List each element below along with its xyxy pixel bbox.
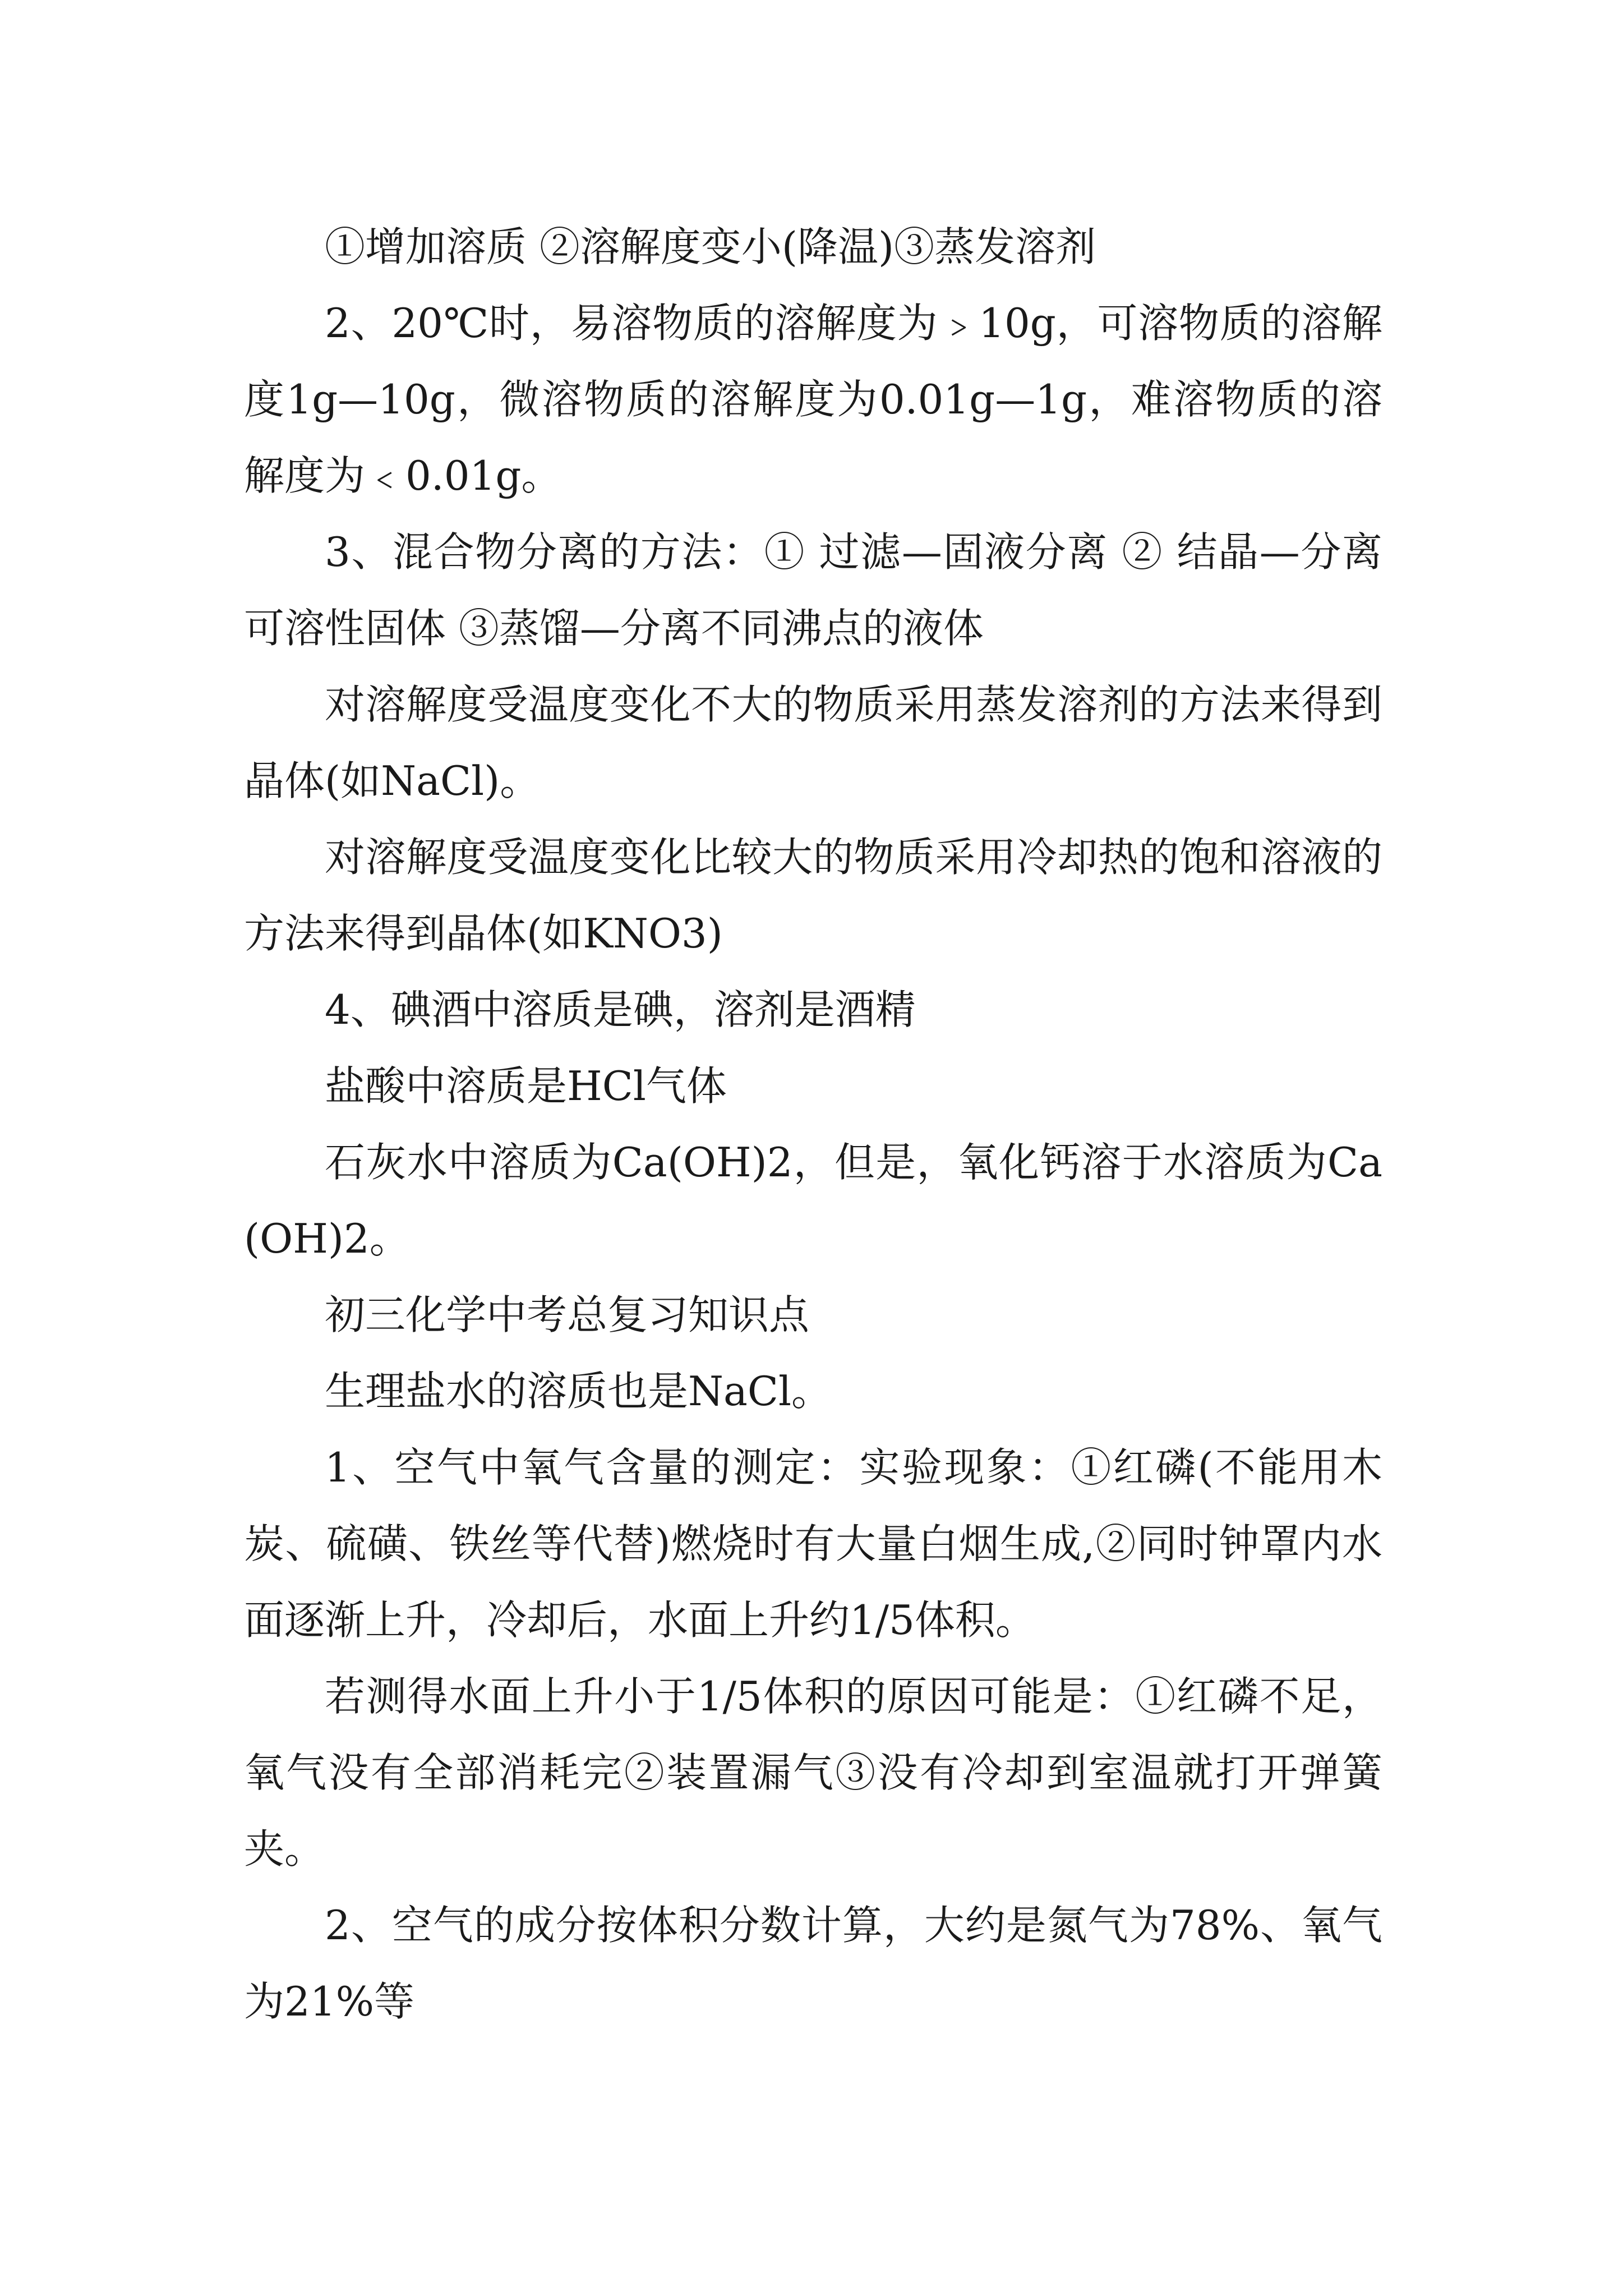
- paragraph: 对溶解度受温度变化不大的物质采用蒸发溶剂的方法来得到晶体(如NaCl)。: [244, 681, 1382, 804]
- section-heading: 初三化学中考总复习知识点: [325, 1291, 810, 1338]
- paragraph: 生理盐水的溶质也是NaCl。: [325, 1368, 832, 1415]
- paragraph: 对溶解度受温度变化比较大的物质采用冷却热的饱和溶液的方法来得到晶体(如KNO3): [244, 834, 1382, 957]
- paragraph: 石灰水中溶质为Ca(OH)2，但是，氧化钙溶于水溶质为Ca(OH)2。: [244, 1139, 1382, 1262]
- paragraph: 2、空气的成分按体积分数计算，大约是氮气为78%、氧气为21%等: [244, 1902, 1382, 2025]
- document-body: [244, 209, 1382, 2040]
- paragraph: ①增加溶质 ②溶解度变小(降温)③蒸发溶剂: [325, 223, 1096, 270]
- paragraph: 3、混合物分离的方法：① 过滤—固液分离 ② 结晶—分离可溶性固体 ③蒸馏—分离不同沸点的液体: [244, 528, 1382, 652]
- paragraph: 2、20℃时，易溶物质的溶解度为﹥10g，可溶物质的溶解度1g—10g，微溶物质的溶解度为0.01g—1g，难溶物质的溶解度为﹤0.01g。: [244, 300, 1382, 499]
- paragraph: 4、碘酒中溶质是碘，溶剂是酒精: [325, 986, 916, 1033]
- paragraph: 若测得水面上升小于1/5体积的原因可能是：①红磷不足，氧气没有全部消耗完②装置漏气③没有冷却到室温就打开弹簧夹。: [244, 1673, 1382, 1872]
- paragraph: 盐酸中溶质是HCl气体: [325, 1062, 727, 1110]
- paragraph: 1、空气中氧气含量的测定：实验现象：①红磷(不能用木炭、硫磺、铁丝等代替)燃烧时有大量白烟生成,②同时钟罩内水面逐渐上升，冷却后，水面上升约1/5体积。: [244, 1444, 1382, 1644]
